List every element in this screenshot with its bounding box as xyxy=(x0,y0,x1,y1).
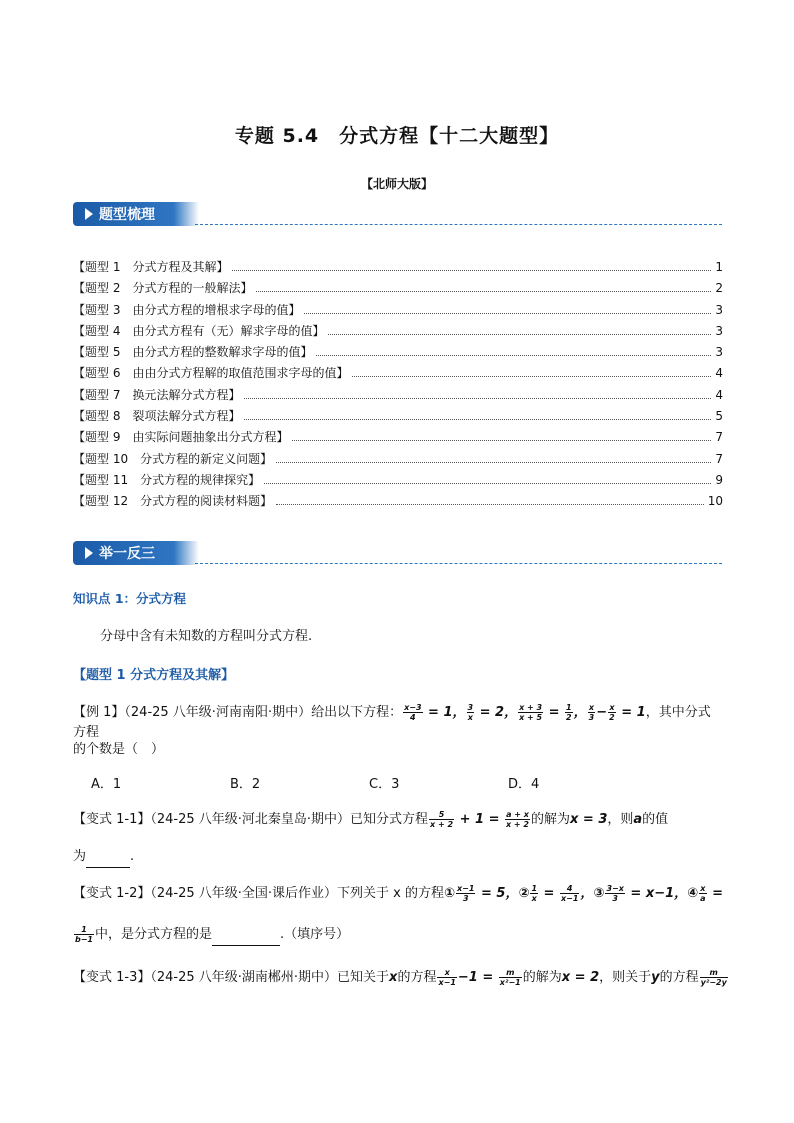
variant-1-2 xyxy=(73,884,723,904)
toc-page-number: 3 xyxy=(715,345,723,360)
math-fraction: $\frac{x}{x-1}$ xyxy=(438,968,456,987)
toc-label: 【题型 3 由分式方程的增根求字母的值】 xyxy=(73,302,301,317)
section-divider xyxy=(195,563,722,564)
toc-page-number: 4 xyxy=(715,366,723,381)
toc-leader-dots xyxy=(292,431,711,441)
math-fraction: $\frac{3}{x}$ xyxy=(467,703,474,722)
toc-page-number: 2 xyxy=(715,281,723,296)
variant-1-1-middle: 的解为 xyxy=(530,812,570,827)
math-text: = 1， xyxy=(423,705,466,720)
variant-1-1-line2 xyxy=(73,847,723,868)
math-text: = 2， xyxy=(475,705,518,720)
section-banner-catalog xyxy=(73,202,199,226)
toc-row[interactable] xyxy=(73,428,723,449)
math-text: − xyxy=(596,705,608,720)
toc-row[interactable] xyxy=(73,471,723,492)
option-c: C．3 xyxy=(369,777,400,792)
math-text: = 1 xyxy=(616,705,646,720)
example-1-line2: 的个数是（ ） xyxy=(73,742,165,757)
toc-leader-dots xyxy=(328,325,711,335)
variant-1-3 xyxy=(73,968,727,988)
toc-page-number: 10 xyxy=(707,494,723,509)
toc-page-number: 4 xyxy=(715,387,723,402)
math-text: + 1 = xyxy=(455,812,504,827)
toc-row[interactable] xyxy=(73,258,723,279)
math-text: = x−1，④ xyxy=(625,886,699,901)
toc-leader-dots xyxy=(256,282,711,292)
toc-page-number: 7 xyxy=(715,451,723,466)
variant-1-2-prefix: 【变式 1-2】（24-25 八年级·全国·课后作业）下列关于 x 的方程 xyxy=(73,886,444,901)
toc-row[interactable] xyxy=(73,301,723,322)
toc-label: 【题型 11 分式方程的规律探究】 xyxy=(73,472,261,487)
math-text: = xyxy=(707,886,723,901)
variant-1-2-end: .（填序号） xyxy=(280,927,350,942)
toc-page-number: 9 xyxy=(715,472,723,487)
math-fraction: $\frac{5}{x + 2}$ xyxy=(430,810,454,829)
toc-label: 【题型 2 分式方程的一般解法】 xyxy=(73,281,253,296)
toc-page-number: 7 xyxy=(715,430,723,445)
toc-page-number: 3 xyxy=(715,302,723,317)
variant-1-2-line2 xyxy=(73,925,723,946)
section-banner-examples xyxy=(73,541,199,565)
math-fraction: $\frac{a + x}{x + 2}$ xyxy=(505,810,529,829)
toc-label: 【题型 12 分式方程的阅读材料题】 xyxy=(73,494,273,509)
toc-leader-dots xyxy=(316,346,711,356)
toc-label: 【题型 10 分式方程的新定义问题】 xyxy=(73,451,273,466)
toc-leader-dots xyxy=(276,453,711,463)
edition-label: 【北师大版】 xyxy=(360,177,433,191)
toc-leader-dots xyxy=(276,495,704,505)
toc-page-number: 3 xyxy=(715,323,723,338)
math-fraction: $\frac{x-3}{4}$ xyxy=(404,703,422,722)
math-fraction: $\frac{1}{x}$ xyxy=(531,884,538,903)
toc-leader-dots xyxy=(244,389,711,399)
toc-label: 【题型 5 由分式方程的整数解求字母的值】 xyxy=(73,345,313,360)
math-fraction: $\frac{m}{\text{x²−1}}$ xyxy=(499,968,521,987)
variant-1-1-prefix: 【变式 1-1】（24-25 八年级·河北秦皇岛·期中）已知分式方程 xyxy=(73,812,429,827)
answer-blank[interactable] xyxy=(212,925,280,946)
toc-row[interactable] xyxy=(73,364,723,385)
toc-leader-dots xyxy=(232,261,711,271)
variant-1-2-mid: 中，是分式方程的是 xyxy=(95,927,213,942)
math-fraction: $\frac{x + 3}{x + 5}$ xyxy=(519,703,543,722)
answer-blank[interactable] xyxy=(86,847,130,868)
variant-1-3-text: 的方程 xyxy=(659,970,699,985)
math-text: ① xyxy=(444,886,456,901)
variant-1-1-period: . xyxy=(130,849,135,864)
toc-leader-dots xyxy=(244,410,711,420)
math-text: = xyxy=(539,886,559,901)
knowledge-point-heading: 知识点 1：分式方程 xyxy=(73,591,187,606)
toc-row[interactable] xyxy=(73,279,723,300)
math-fraction: $\frac{m}{\text{y²−2y}}$ xyxy=(700,968,727,987)
toc-row[interactable] xyxy=(73,492,723,513)
toc-label: 【题型 1 分式方程及其解】 xyxy=(73,260,229,274)
variant-1-1-line2-text: 为 xyxy=(73,849,87,864)
math-text: −1 = xyxy=(457,970,498,985)
math-text: a xyxy=(633,812,643,827)
toc-label: 【题型 7 换元法解分式方程】 xyxy=(73,387,241,402)
toc-leader-dots xyxy=(264,474,711,484)
toc-page-number: 1 xyxy=(715,260,723,274)
math-text: ，③ xyxy=(580,886,605,901)
math-text: x = 3 xyxy=(570,812,608,827)
option-d: D．4 xyxy=(508,777,540,792)
variant-1-3-text: 的方程 xyxy=(397,970,437,985)
play-triangle-icon xyxy=(85,208,93,220)
toc-label: 【题型 9 由实际问题抽象出分式方程】 xyxy=(73,430,289,445)
toc-leader-dots xyxy=(352,367,711,377)
play-triangle-icon xyxy=(85,547,93,559)
variant-1-1-suffix: ，则 xyxy=(607,812,634,827)
math-fraction: $\frac{x}{3}$ xyxy=(588,703,595,722)
option-a: A．1 xyxy=(91,777,122,792)
math-fraction: $\frac{x}{2}$ xyxy=(609,703,615,722)
toc-label: 【题型 8 裂项法解分式方程】 xyxy=(73,409,241,424)
variant-1-1-end: 的值 xyxy=(642,812,669,827)
toc-row[interactable] xyxy=(73,343,723,364)
example-1 xyxy=(73,703,723,743)
answer-options xyxy=(91,773,691,792)
toc-row[interactable] xyxy=(73,322,723,343)
toc-label: 【题型 6 由由分式方程解的取值范围求字母的值】 xyxy=(73,366,349,381)
toc-row[interactable] xyxy=(73,450,723,471)
toc-label: 【题型 4 由分式方程有（无）解求字母的值】 xyxy=(73,323,325,338)
math-fraction: $\frac{4}{x-1}$ xyxy=(560,884,579,903)
variant-1-3-text: ，则关于 xyxy=(599,970,652,985)
math-text: ， xyxy=(573,705,587,720)
option-b: B．2 xyxy=(230,777,261,792)
math-text: x = 2 xyxy=(561,970,600,985)
type-heading: 【题型 1 分式方程及其解】 xyxy=(73,668,235,683)
section-divider xyxy=(195,224,722,225)
variant-1-3-prefix: 【变式 1-3】（24-25 八年级·湖南郴州·期中）已知关于 xyxy=(73,970,390,985)
variant-1-3-text: 的解为 xyxy=(522,970,562,985)
page-title: 专题 5.4 分式方程【十二大题型】 xyxy=(234,125,560,147)
example-1-suffix: ，其中分式方程 xyxy=(73,705,711,740)
toc-page-number: 5 xyxy=(715,409,723,424)
math-fraction: $\frac{x-1}{3}$ xyxy=(457,884,475,903)
example-1-prefix: 【例 1】（24-25 八年级·河南南阳·期中）给出以下方程： xyxy=(73,705,403,720)
variant-1-1 xyxy=(73,810,723,830)
toc-row[interactable] xyxy=(73,386,723,407)
table-of-contents xyxy=(73,258,723,514)
math-fraction: $\frac{1}{b-1}$ xyxy=(75,925,93,944)
math-text: x xyxy=(389,970,398,985)
section-title-examples: 举一反三 xyxy=(99,546,155,562)
toc-leader-dots xyxy=(304,304,711,314)
knowledge-point-text: 分母中含有未知数的方程叫分式方程. xyxy=(100,629,313,644)
math-text: y xyxy=(651,970,660,985)
math-text: = 5，② xyxy=(476,886,530,901)
math-fraction: $\frac{3-x}{3}$ xyxy=(606,884,624,903)
math-text: = xyxy=(544,705,565,720)
math-fraction: $\frac{x}{a}$ xyxy=(700,884,706,903)
section-title-catalog: 题型梳理 xyxy=(99,207,155,223)
toc-row[interactable] xyxy=(73,407,723,428)
math-fraction: $\frac{1}{2}$ xyxy=(566,703,572,722)
